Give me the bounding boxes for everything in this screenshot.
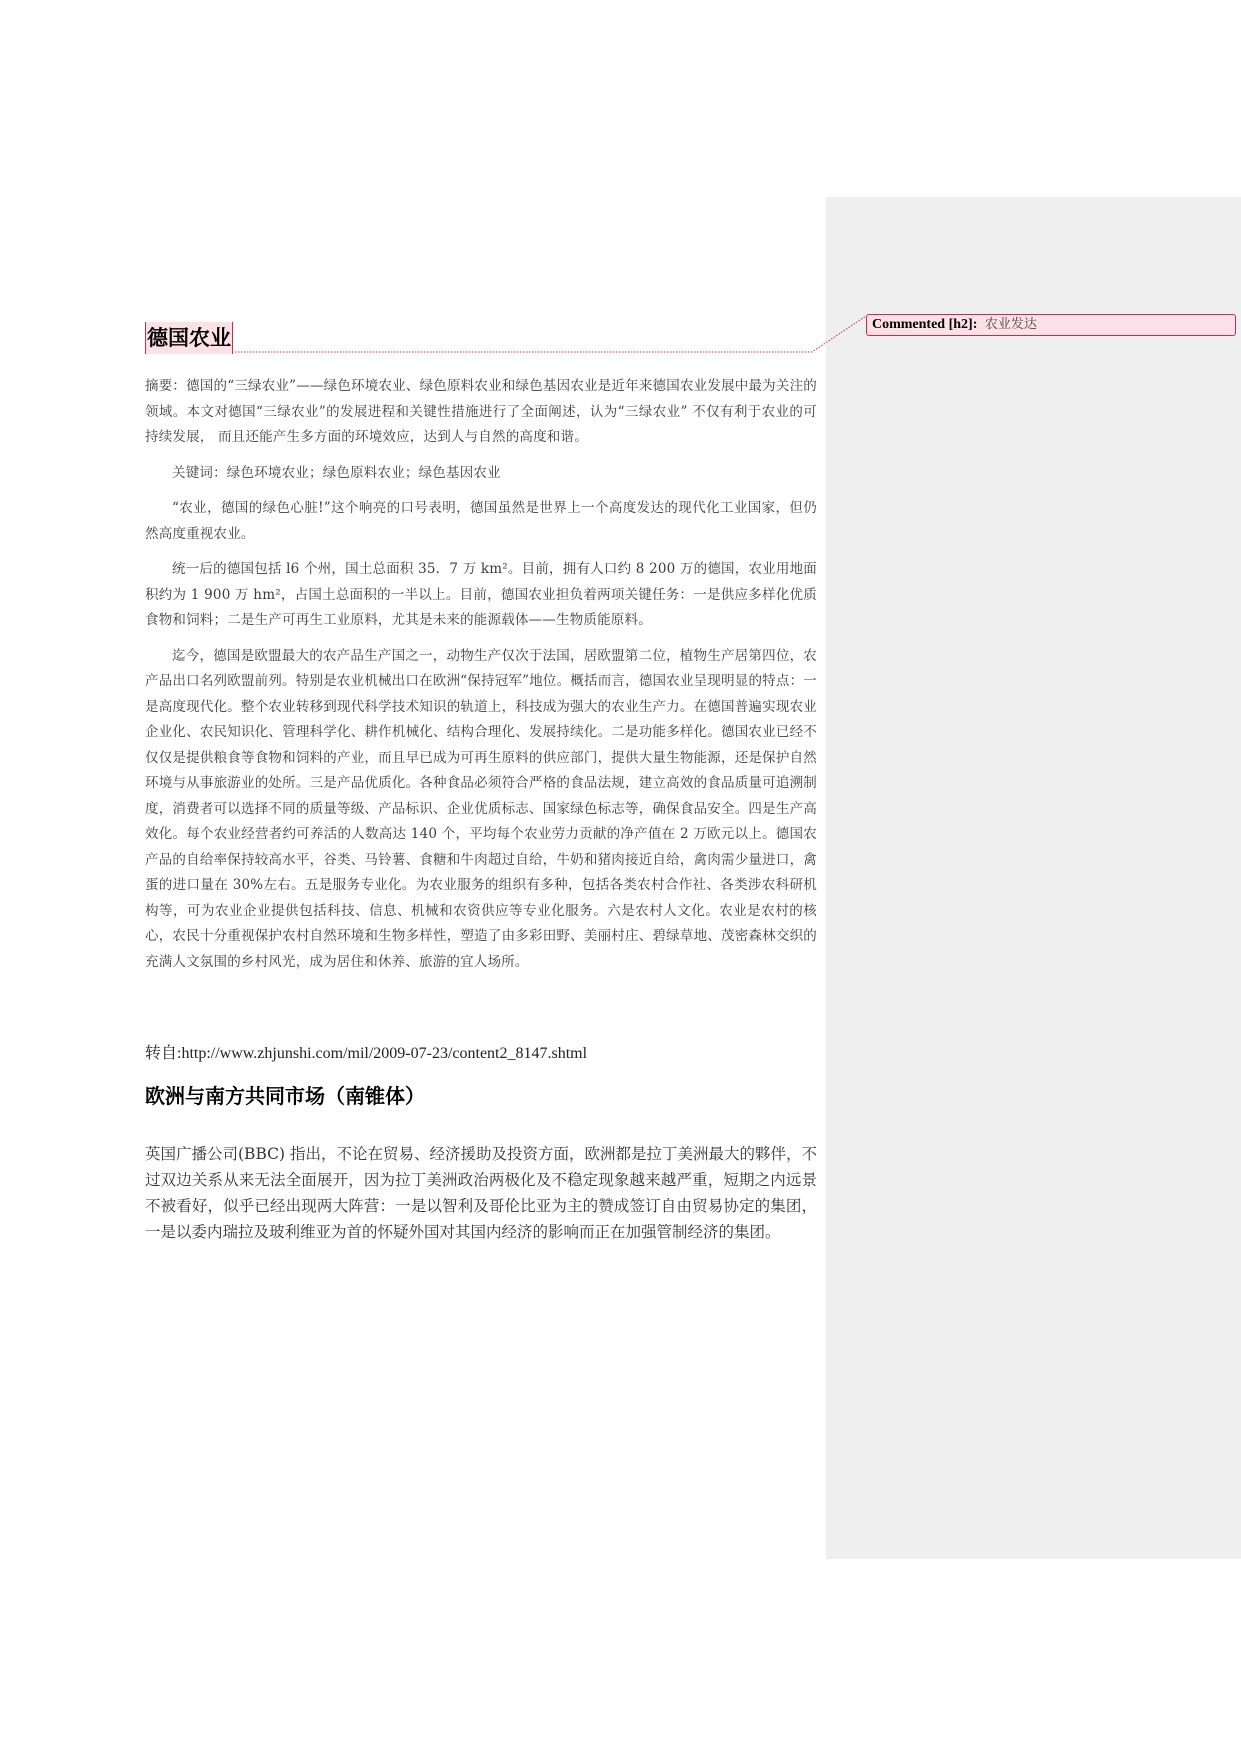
source-link[interactable]: 转自:http://www.zhjunshi.com/mil/2009-07-23/content2_8147.shtml	[145, 1045, 588, 1062]
body-paragraph: 统一后的德国包括 l6 个州，国土总面积 35．7 万 km²。目前，拥有人口约 8 200 万的德国，农业用地面积约为 1 900 万 hm²，占国土总面积的一半以上。目前，德国农业担负着两项关键任务：一是供应多样化优质食物和饲料；二是生产可再生工业原料，尤其是未来的能源载体——生物质能原料。	[145, 561, 817, 628]
comment-text: 农业发达	[984, 317, 1037, 332]
document-body	[145, 322, 817, 1261]
body-paragraph: “农业，德国的绿色心脏!”这个响亮的口号表明，德国虽然是世界上一个高度发达的现代化工业国家，但仍然高度重视农业。	[145, 500, 817, 542]
abstract-paragraph: 摘要：德国的“三绿农业”——绿色环境农业、绿色原料农业和绿色基因农业是近年来德国农业发展中最为关注的领域。本文对德国“三绿农业”的发展进程和关键性措施进行了全面阐述，认为“三绿农业” 不仅有利于农业的可持续发展， 而且还能产生多方面的环境效应，达到人与自然的高度和谐。	[145, 378, 817, 445]
comment-pane	[826, 197, 1241, 1559]
comment-balloon[interactable]	[866, 314, 1236, 336]
body-paragraph: 英国广播公司(BBC) 指出，不论在贸易、经济援助及投资方面，欧洲都是拉丁美洲最大的夥伴，不过双边关系从来无法全面展开，因为拉丁美洲政治两极化及不稳定现象越来越严重，短期之内远景不被看好，似乎已经出现两大阵营：一是以智利及哥伦比亚为主的赞成签订自由贸易协定的集团，一是以委内瑞拉及玻利维亚为首的怀疑外国对其国内经济的影响而正在加强管制经济的集团。	[145, 1145, 817, 1241]
body-paragraph: 迄今，德国是欧盟最大的农产品生产国之一，动物生产仅次于法国，居欧盟第二位，植物生产居第四位，农产品出口名列欧盟前列。特别是农业机械出口在欧洲“保持冠军”地位。概括而言，德国农业呈现明显的特点：一是高度现代化。整个农业转移到现代科学技术知识的轨道上，科技成为强大的农业生产力。在德国普遍实现农业企业化、农民知识化、管理科学化、耕作机械化、结构合理化、发展持续化。二是功能多样化。德国农业已经不仅仅是提供粮食等食物和饲料的产业，而且早已成为可再生原料的供应部门，提供大量生物能源，还是保护自然环境与从事旅游业的处所。三是产品优质化。各种食品必须符合严格的食品法规，建立高效的食品质量可追溯制度，消费者可以选择不同的质量等级、产品标识、企业优质标志、国家绿色标志等，确保食品安全。四是生产高效化。每个农业经营者约可养活的人数高达 140 个，平均每个农业劳力贡献的净产值在 2 万欧元以上。德国农产品的自给率保持较高水平，谷类、马铃薯、食糖和牛肉超过自给，牛奶和猪肉接近自给，禽肉需少量进口，禽蛋的进口量在 30%左右。五是服务专业化。为农业服务的组织有多种，包括各类农村合作社、各类涉农科研机构等，可为农业企业提供包括科技、信息、机械和农资供应等专业化服务。六是农村人文化。农业是农村的核心，农民十分重视保护农村自然环境和生物多样性，塑造了由多彩田野、美丽村庄、碧绿草地、茂密森林交织的充满人文氛围的乡村风光，成为居住和休养、旅游的宜人场所。	[145, 647, 817, 970]
comment-author: Commented [h2]:	[872, 317, 978, 332]
section-title: 欧洲与南方共同市场（南锥体）	[145, 1084, 425, 1108]
keywords-paragraph: 关键词：绿色环境农业；绿色原料农业；绿色基因农业	[172, 464, 501, 481]
article-title[interactable]: 德国农业	[145, 322, 233, 354]
